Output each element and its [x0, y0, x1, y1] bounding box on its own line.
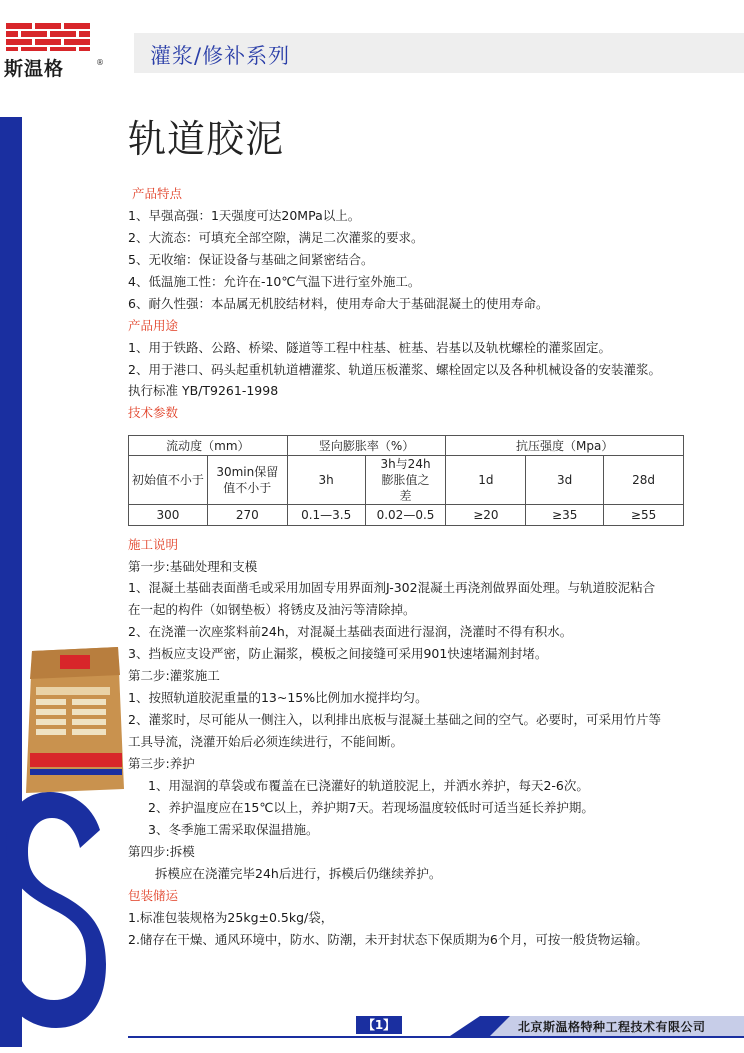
feature-item: 1、早强高强：1天强度可达20MPa以上。 [128, 208, 361, 223]
features-heading: 产品特点 [132, 186, 183, 201]
table-cell: 0.02—0.5 [365, 505, 446, 526]
step2-item: 工具导流，浇灌开始后必须连续进行，不能间断。 [128, 734, 404, 749]
registered-mark: ® [96, 58, 104, 67]
page-number: 【1】 [356, 1016, 402, 1034]
uses-heading: 产品用途 [128, 318, 179, 333]
table-subheader-cell: 1d [446, 456, 526, 505]
step1-item: 2、在浇灌一次座浆料前24h，对混凝土基础表面进行湿润，浇灌时不得有积水。 [128, 624, 573, 639]
table-header-cell: 竖向膨胀率（%） [287, 436, 446, 456]
step4-text: 拆模应在浇灌完毕24h后进行，拆模后仍继续养护。 [155, 866, 442, 881]
step2-item: 1、按照轨道胶泥重量的13~15%比例加水搅拌均匀。 [128, 690, 428, 705]
feature-item: 5、无收缩：保证设备与基础之间紧密结合。 [128, 252, 374, 267]
table-cell: ≥20 [446, 505, 526, 526]
table-cell: 0.1—3.5 [287, 505, 365, 526]
table-cell: ≥55 [604, 505, 684, 526]
footer-rule [128, 1036, 744, 1038]
step1-item: 在一起的构件（如钢垫板）将锈皮及油污等清除掉。 [128, 602, 416, 617]
brand-logo [4, 22, 104, 80]
table-header-cell: 抗压强度（Mpa） [446, 436, 684, 456]
feature-item: 6、耐久性强：本品属无机胶结材料，使用寿命大于基础混凝土的使用寿命。 [128, 296, 549, 311]
packaging-heading: 包装储运 [128, 888, 179, 903]
standard-text: 执行标准 YB/T9261-1998 [128, 383, 279, 398]
footer-company: 北京斯温格特种工程技术有限公司 [518, 1020, 706, 1034]
packaging-item: 1.标准包装规格为25kg±0.5kg/袋， [128, 910, 334, 925]
big-s-decoration-icon [0, 790, 108, 1030]
product-bag-image [22, 645, 128, 795]
use-item: 1、用于铁路、公路、桥梁、隧道等工程中柱基、桩基、岩基以及轨枕螺栓的灌浆固定。 [128, 340, 611, 355]
step1-title: 第一步:基础处理和支模 [128, 559, 258, 574]
table-cell: 270 [207, 505, 287, 526]
table-subheader-cell: 28d [604, 456, 684, 505]
brand-name: 斯温格 [4, 58, 65, 80]
table-subheader-cell: 初始值不小于 [129, 456, 208, 505]
table-subheader-cell: 3h与24h膨胀值之差 [365, 456, 446, 505]
step1-item: 1、混凝土基础表面凿毛或采用加固专用界面剂J-302混凝土再浇剂做界面处理。与轨道胶泥粘合 [128, 580, 656, 595]
table-header-cell: 流动度（mm） [129, 436, 288, 456]
params-heading: 技术参数 [128, 405, 179, 420]
step1-item: 3、挡板应支设严密，防止漏浆，模板之间接缝可采用901快速堵漏剂封堵。 [128, 646, 548, 661]
packaging-item: 2.储存在干燥、通风环境中，防水、防潮，未开封状态下保质期为6个月，可按一般货物运输。 [128, 932, 648, 947]
table-subheader-cell: 3h [287, 456, 365, 505]
step3-item: 3、冬季施工需采取保温措施。 [148, 822, 319, 837]
spec-table [128, 435, 684, 526]
brick-logo-icon [4, 22, 94, 52]
page-title: 轨道胶泥 [128, 117, 285, 161]
feature-item: 4、低温施工性：允许在-10℃气温下进行室外施工。 [128, 274, 421, 289]
construction-heading: 施工说明 [128, 537, 179, 552]
step2-title: 第二步:灌浆施工 [128, 668, 220, 683]
step3-item: 2、养护温度应在15℃以上，养护期7天。若现场温度较低时可适当延长养护期。 [148, 800, 594, 815]
step2-item: 2、灌浆时，尽可能从一侧注入，以利排出底板与混凝土基础之间的空气。必要时，可采用竹片等 [128, 712, 661, 727]
step4-title: 第四步:拆模 [128, 844, 195, 859]
use-item: 2、用于港口、码头起重机轨道槽灌浆、轨道压板灌浆、螺栓固定以及各种机械设备的安装灌浆。 [128, 362, 661, 377]
table-cell: ≥35 [526, 505, 604, 526]
table-subheader-cell: 30min保留值不小于 [207, 456, 287, 505]
step3-item: 1、用湿润的草袋或布覆盖在已浇灌好的轨道胶泥上，并洒水养护，每天2-6次。 [148, 778, 589, 793]
table-subheader-cell: 3d [526, 456, 604, 505]
step3-title: 第三步:养护 [128, 756, 195, 771]
feature-item: 2、大流态：可填充全部空隙，满足二次灌浆的要求。 [128, 230, 424, 245]
table-cell: 300 [129, 505, 208, 526]
series-title: 灌浆/修补系列 [150, 44, 291, 68]
